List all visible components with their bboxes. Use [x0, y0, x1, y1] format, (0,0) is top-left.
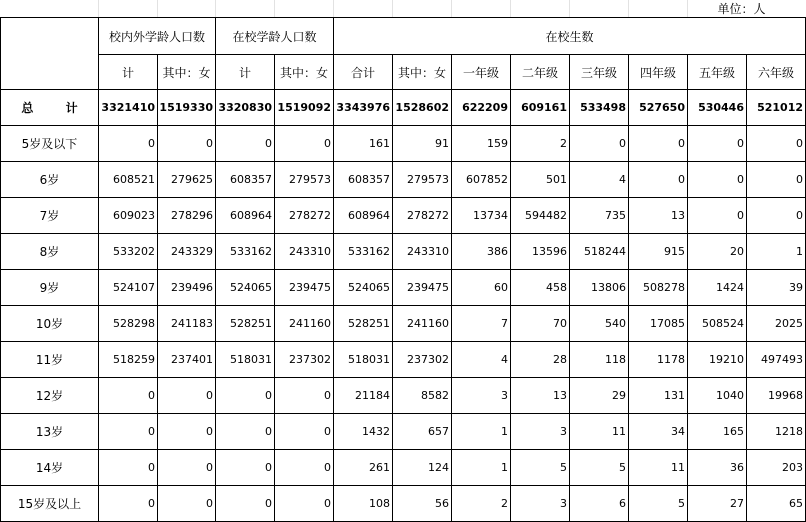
- table-cell: 607852: [452, 162, 511, 198]
- table-cell: 1218: [747, 414, 806, 450]
- row-label: 14岁: [1, 450, 99, 486]
- table-cell: 65: [747, 486, 806, 522]
- table-cell: 261: [334, 450, 393, 486]
- header-group-enrolled: 在校生数: [334, 18, 806, 55]
- table-cell: 533162: [334, 234, 393, 270]
- table-cell: 533162: [216, 234, 275, 270]
- table-cell: 0: [688, 126, 747, 162]
- table-cell: 533202: [99, 234, 158, 270]
- table-cell: 608964: [334, 198, 393, 234]
- table-cell: 237302: [393, 342, 452, 378]
- table-cell: 13: [629, 198, 688, 234]
- unit-row: [1, 0, 806, 18]
- table-cell: 118: [570, 342, 629, 378]
- table-cell: 27: [688, 486, 747, 522]
- table-cell: 239475: [275, 270, 334, 306]
- table-cell: 19210: [688, 342, 747, 378]
- table-cell: 608357: [216, 162, 275, 198]
- table-cell: 159: [452, 126, 511, 162]
- subheader-cell: 六年级: [747, 55, 806, 90]
- table-row: [1, 306, 806, 342]
- table-cell: 1: [452, 414, 511, 450]
- table-cell: 28: [511, 342, 570, 378]
- table-cell: 0: [158, 414, 216, 450]
- table-cell: 21184: [334, 378, 393, 414]
- table-cell: 278272: [275, 198, 334, 234]
- table-cell: 0: [99, 450, 158, 486]
- table-cell: 1: [452, 450, 511, 486]
- table-cell: 13: [511, 378, 570, 414]
- table-cell: 0: [629, 162, 688, 198]
- table-cell: 34: [629, 414, 688, 450]
- table-cell: 594482: [511, 198, 570, 234]
- table-cell: 1432: [334, 414, 393, 450]
- table-cell: 2: [452, 486, 511, 522]
- table-cell: 36: [688, 450, 747, 486]
- table-cell: 0: [99, 126, 158, 162]
- table-cell: 5: [570, 450, 629, 486]
- table-cell: 13806: [570, 270, 629, 306]
- table-cell: 508278: [629, 270, 688, 306]
- table-cell: 524065: [334, 270, 393, 306]
- table-cell: 20: [688, 234, 747, 270]
- table-row: [1, 486, 806, 522]
- total-cell: 1519092: [275, 90, 334, 126]
- unit-label: 单位：人: [688, 0, 806, 18]
- table-cell: 1424: [688, 270, 747, 306]
- table-cell: 518031: [334, 342, 393, 378]
- table-cell: 203: [747, 450, 806, 486]
- table-cell: 279625: [158, 162, 216, 198]
- subheader-cell: 计: [99, 55, 158, 90]
- table-cell: 2025: [747, 306, 806, 342]
- table-cell: 243329: [158, 234, 216, 270]
- header-row-2: [1, 55, 806, 90]
- table-cell: 278296: [158, 198, 216, 234]
- table-cell: 0: [99, 378, 158, 414]
- subheader-cell: 三年级: [570, 55, 629, 90]
- total-cell: 609161: [511, 90, 570, 126]
- table-cell: 608521: [99, 162, 158, 198]
- table-cell: 161: [334, 126, 393, 162]
- table-cell: 0: [629, 126, 688, 162]
- total-cell: 3343976: [334, 90, 393, 126]
- table-cell: 39: [747, 270, 806, 306]
- table-row: [1, 450, 806, 486]
- row-label: 5岁及以下: [1, 126, 99, 162]
- table-cell: 0: [570, 126, 629, 162]
- row-label: 15岁及以上: [1, 486, 99, 522]
- table-cell: 501: [511, 162, 570, 198]
- table-cell: 458: [511, 270, 570, 306]
- table-cell: 29: [570, 378, 629, 414]
- table-cell: 0: [158, 378, 216, 414]
- table-cell: 4: [570, 162, 629, 198]
- table-cell: 524107: [99, 270, 158, 306]
- table-cell: 131: [629, 378, 688, 414]
- table-cell: 0: [688, 198, 747, 234]
- table-cell: 0: [216, 378, 275, 414]
- table-row: [1, 270, 806, 306]
- table-cell: 518031: [216, 342, 275, 378]
- table-cell: 243310: [275, 234, 334, 270]
- total-cell: 3320830: [216, 90, 275, 126]
- table-cell: 70: [511, 306, 570, 342]
- table-row: [1, 126, 806, 162]
- table-cell: 241183: [158, 306, 216, 342]
- table-row: [1, 198, 806, 234]
- table-cell: 1178: [629, 342, 688, 378]
- subheader-cell: 其中：女: [393, 55, 452, 90]
- table-row: [1, 378, 806, 414]
- table-cell: 0: [275, 414, 334, 450]
- table-cell: 11: [570, 414, 629, 450]
- table-cell: 239475: [393, 270, 452, 306]
- table-cell: 56: [393, 486, 452, 522]
- table-cell: 0: [216, 414, 275, 450]
- table-cell: 17085: [629, 306, 688, 342]
- table-cell: 3: [452, 378, 511, 414]
- table-cell: 0: [747, 126, 806, 162]
- table-cell: 241160: [275, 306, 334, 342]
- table-cell: 7: [452, 306, 511, 342]
- table-cell: 0: [275, 450, 334, 486]
- table-cell: 0: [747, 162, 806, 198]
- total-cell: 530446: [688, 90, 747, 126]
- total-cell: 1528602: [393, 90, 452, 126]
- header-row-1: [1, 18, 806, 55]
- table-row: [1, 414, 806, 450]
- table-cell: 0: [275, 486, 334, 522]
- table-cell: 2: [511, 126, 570, 162]
- total-cell: 521012: [747, 90, 806, 126]
- table-cell: 0: [158, 450, 216, 486]
- table-cell: 5: [629, 486, 688, 522]
- total-cell: 533498: [570, 90, 629, 126]
- table-cell: 518259: [99, 342, 158, 378]
- row-label: 11岁: [1, 342, 99, 378]
- table-cell: 528251: [216, 306, 275, 342]
- subheader-cell: 其中：女: [158, 55, 216, 90]
- table-cell: 608357: [334, 162, 393, 198]
- table-cell: 237401: [158, 342, 216, 378]
- total-cell: 3321410: [99, 90, 158, 126]
- table-cell: 6: [570, 486, 629, 522]
- table-cell: 243310: [393, 234, 452, 270]
- row-label: 13岁: [1, 414, 99, 450]
- row-label: 9岁: [1, 270, 99, 306]
- row-label: 6岁: [1, 162, 99, 198]
- row-label: 8岁: [1, 234, 99, 270]
- row-label: 12岁: [1, 378, 99, 414]
- table-cell: 0: [275, 378, 334, 414]
- table-cell: 0: [99, 486, 158, 522]
- total-cell: 1519330: [158, 90, 216, 126]
- table-cell: 609023: [99, 198, 158, 234]
- table-cell: 915: [629, 234, 688, 270]
- table-cell: 278272: [393, 198, 452, 234]
- table-cell: 279573: [275, 162, 334, 198]
- subheader-cell: 四年级: [629, 55, 688, 90]
- table-cell: 0: [275, 126, 334, 162]
- row-label: 总 计: [1, 90, 99, 126]
- table-cell: 241160: [393, 306, 452, 342]
- table-cell: 518244: [570, 234, 629, 270]
- subheader-cell: 其中：女: [275, 55, 334, 90]
- table-cell: 1: [747, 234, 806, 270]
- table-cell: 108: [334, 486, 393, 522]
- subheader-cell: 五年级: [688, 55, 747, 90]
- table-cell: 165: [688, 414, 747, 450]
- total-row: [1, 90, 806, 126]
- table-cell: 386: [452, 234, 511, 270]
- table-cell: 13734: [452, 198, 511, 234]
- corner-cell: [1, 18, 99, 90]
- table-cell: 508524: [688, 306, 747, 342]
- table-cell: 0: [216, 126, 275, 162]
- subheader-cell: 计: [216, 55, 275, 90]
- total-cell: 527650: [629, 90, 688, 126]
- table-cell: 524065: [216, 270, 275, 306]
- table-cell: 0: [158, 126, 216, 162]
- table-cell: 279573: [393, 162, 452, 198]
- table-cell: 5: [511, 450, 570, 486]
- table-cell: 0: [216, 450, 275, 486]
- table-cell: 3: [511, 414, 570, 450]
- table-cell: 0: [688, 162, 747, 198]
- table-row: [1, 234, 806, 270]
- table-cell: 8582: [393, 378, 452, 414]
- total-cell: 622209: [452, 90, 511, 126]
- table-cell: 0: [216, 486, 275, 522]
- table-cell: 13596: [511, 234, 570, 270]
- table-cell: 60: [452, 270, 511, 306]
- row-label: 10岁: [1, 306, 99, 342]
- table-row: [1, 162, 806, 198]
- table-cell: 237302: [275, 342, 334, 378]
- row-label: 7岁: [1, 198, 99, 234]
- table-cell: 0: [158, 486, 216, 522]
- subheader-cell: 一年级: [452, 55, 511, 90]
- table-cell: 528298: [99, 306, 158, 342]
- subheader-cell: 合计: [334, 55, 393, 90]
- subheader-cell: 二年级: [511, 55, 570, 90]
- table-cell: 91: [393, 126, 452, 162]
- table-cell: 497493: [747, 342, 806, 378]
- table-cell: 608964: [216, 198, 275, 234]
- header-group-inschool: 在校学龄人口数: [216, 18, 334, 55]
- table-cell: 19968: [747, 378, 806, 414]
- table-cell: 239496: [158, 270, 216, 306]
- table-cell: 528251: [334, 306, 393, 342]
- table-cell: 657: [393, 414, 452, 450]
- table-cell: 0: [747, 198, 806, 234]
- table-cell: 3: [511, 486, 570, 522]
- table-cell: 124: [393, 450, 452, 486]
- table-cell: 4: [452, 342, 511, 378]
- table-cell: 540: [570, 306, 629, 342]
- table-cell: 1040: [688, 378, 747, 414]
- table-cell: 11: [629, 450, 688, 486]
- table-cell: 735: [570, 198, 629, 234]
- table-cell: 0: [99, 414, 158, 450]
- header-group-outside: 校内外学龄人口数: [99, 18, 216, 55]
- table-row: [1, 342, 806, 378]
